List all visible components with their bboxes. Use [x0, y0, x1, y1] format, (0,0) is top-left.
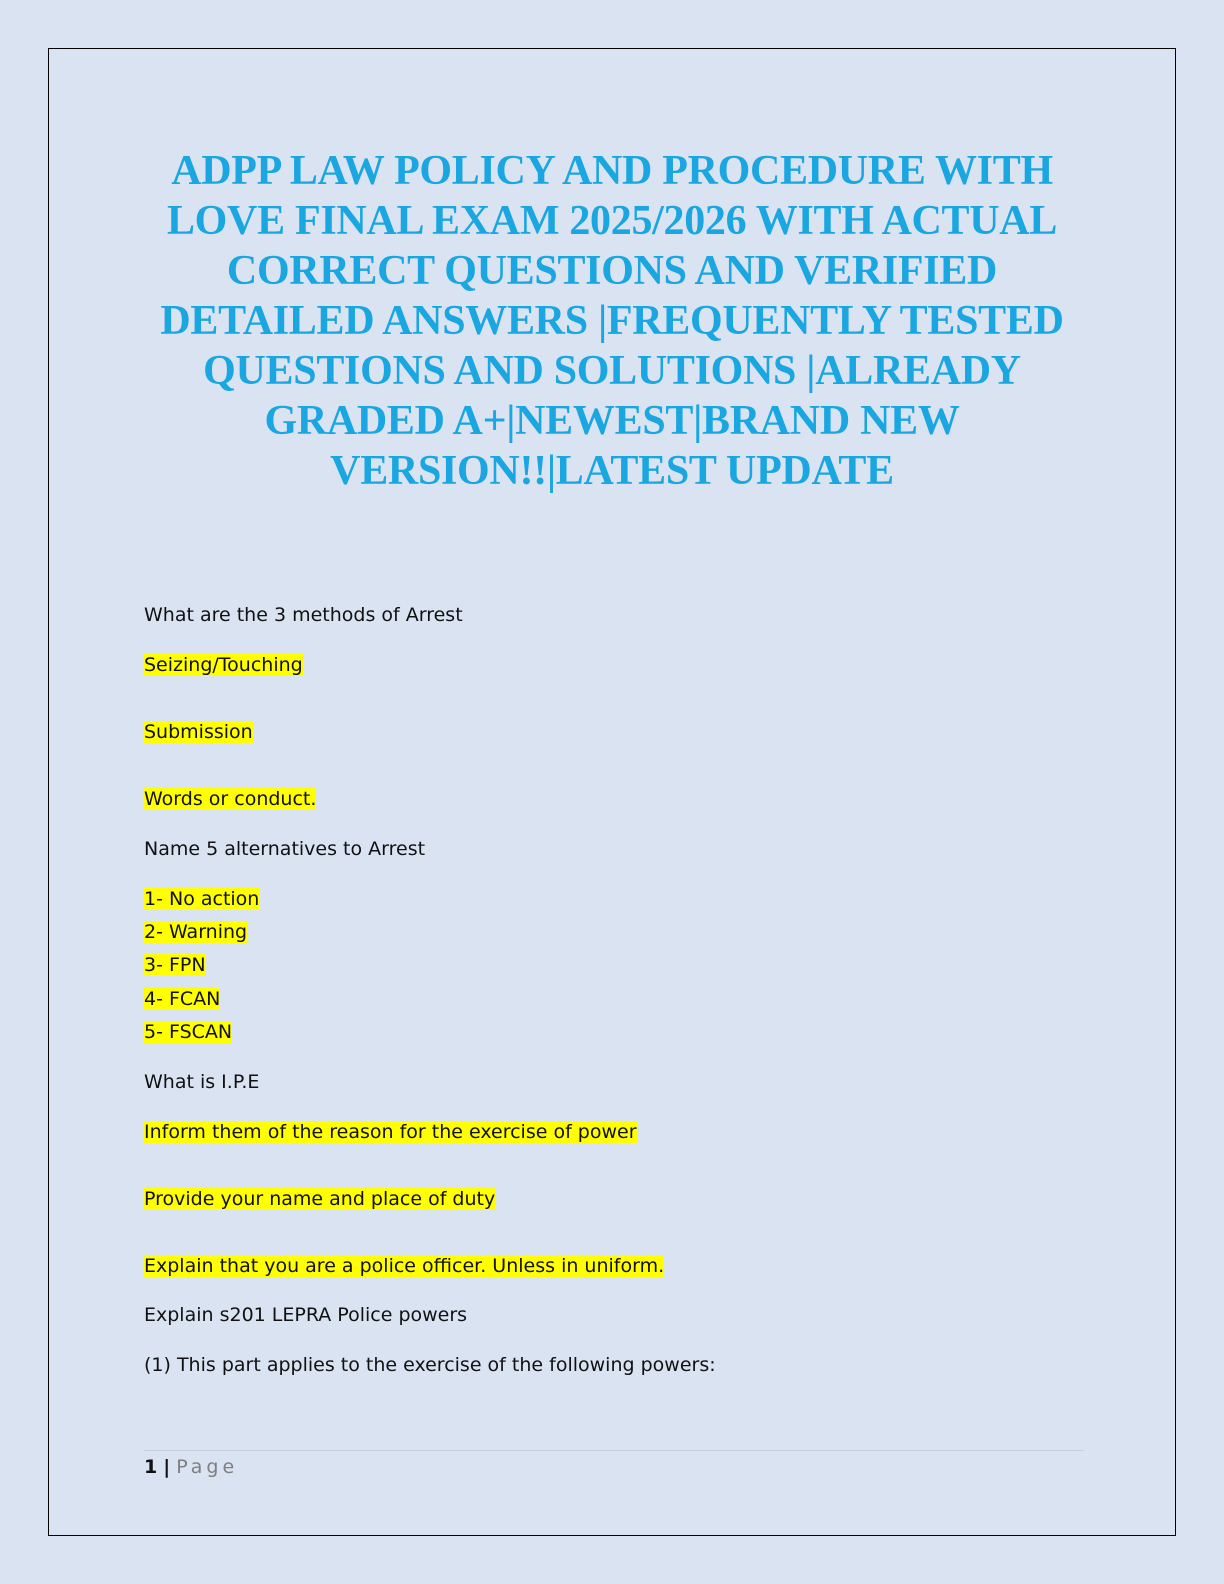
answer-line	[144, 953, 206, 977]
highlighted-answer: 2- Warning	[144, 921, 248, 943]
page-label: Page	[176, 1456, 239, 1478]
highlighted-answer: Provide your name and place of duty	[144, 1188, 496, 1210]
question-ipe: What is I.P.E	[144, 1071, 260, 1093]
highlighted-answer: Seizing/Touching	[144, 654, 303, 676]
highlighted-answer: Explain that you are a police officer. Unless in uniform.	[144, 1255, 665, 1277]
answer-line	[144, 720, 253, 744]
question-arrest-alternatives: Name 5 alternatives to Arrest	[144, 838, 426, 860]
footer-divider	[144, 1450, 1084, 1451]
highlighted-answer: Submission	[144, 721, 253, 743]
highlighted-answer: 5- FSCAN	[144, 1021, 233, 1043]
answer-line	[144, 787, 316, 811]
highlighted-answer: 1- No action	[144, 888, 260, 910]
question-s201: Explain s201 LEPRA Police powers	[144, 1304, 468, 1326]
answer-line	[144, 1120, 637, 1144]
footer-separator: |	[163, 1456, 171, 1478]
page-footer	[144, 1456, 238, 1478]
paragraph-text: (1) This part applies to the exercise of the following powers:	[144, 1354, 716, 1376]
answer-line	[144, 1254, 664, 1278]
highlighted-answer: Words or conduct.	[144, 788, 317, 810]
highlighted-answer: Inform them of the reason for the exercise of power	[144, 1121, 637, 1143]
answer-line	[144, 653, 303, 677]
page-number: 1	[144, 1456, 158, 1478]
highlighted-answer: 3- FPN	[144, 954, 206, 976]
answer-line	[144, 920, 247, 944]
document-title: ADPP LAW POLICY AND PROCEDURE WITH LOVE FINAL EXAM 2025/2026 WITH ACTUAL CORRECT QUESTIONS AND VERIFIED DETAILED ANSWERS |FREQUENTLY TESTED QUESTIONS AND SOLUTIONS |ALREADY GRADED A+|NEWEST|BRAND NEW VERSION!!|LATEST UPDATE	[160, 148, 1064, 494]
highlighted-answer: 4- FCAN	[144, 988, 221, 1010]
answer-line	[144, 987, 220, 1011]
answer-line	[144, 887, 259, 911]
answer-line	[144, 1187, 495, 1211]
question-arrest-methods: What are the 3 methods of Arrest	[144, 604, 463, 626]
answer-line	[144, 1020, 232, 1044]
